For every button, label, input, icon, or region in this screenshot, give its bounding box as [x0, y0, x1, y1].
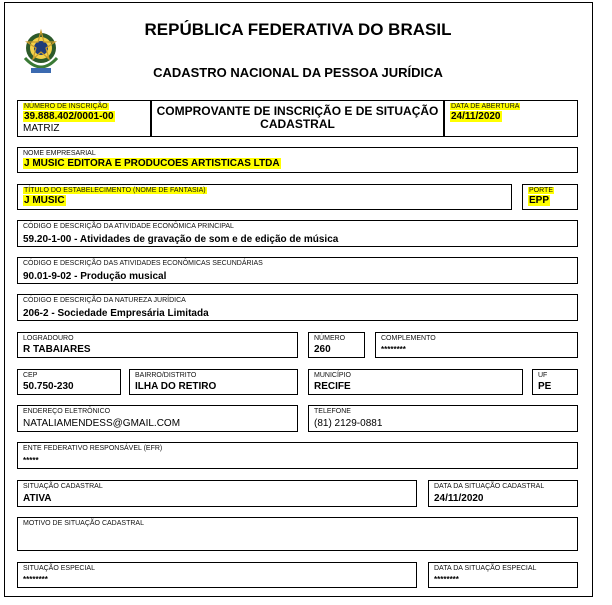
atividades-secundarias-label: CÓDIGO E DESCRIÇÃO DAS ATIVIDADES ECONÔMICAS SECUNDÁRIAS: [23, 260, 263, 267]
cep-box: [17, 369, 121, 395]
data-situacao-especial-value: ********: [434, 575, 459, 584]
telefone-value: (81) 2129-0881: [314, 418, 383, 429]
abertura-label: DATA DE ABERTURA: [451, 103, 520, 110]
cep-label: CEP: [23, 372, 38, 379]
page-subtitle: CADASTRO NACIONAL DA PESSOA JURÍDICA: [153, 65, 443, 80]
bairro-label: BAIRRO/DISTRITO: [135, 372, 197, 379]
situacao-especial-box: [17, 562, 417, 588]
complemento-value: ********: [381, 345, 406, 354]
fantasia-value: J MUSIC: [24, 195, 65, 206]
porte-box: [522, 184, 578, 210]
inscricao-tipo: MATRIZ: [23, 123, 60, 134]
fantasia-box: [17, 184, 512, 210]
motivo-label: MOTIVO DE SITUAÇÃO CADASTRAL: [23, 520, 144, 527]
situacao-especial-value: ********: [23, 575, 48, 584]
data-situacao-label: DATA DA SITUAÇÃO CADASTRAL: [434, 483, 545, 490]
municipio-value: RECIFE: [314, 381, 351, 392]
email-label: ENDEREÇO ELETRÔNICO: [23, 408, 111, 415]
municipio-box: [308, 369, 523, 395]
inscricao-value: 39.888.402/0001-00: [24, 111, 114, 122]
bairro-value: ILHA DO RETIRO: [135, 381, 217, 392]
efr-box: [17, 442, 578, 469]
telefone-label: TELEFONE: [314, 408, 351, 415]
bairro-box: [129, 369, 298, 395]
situacao-box: [17, 480, 417, 507]
data-situacao-value: 24/11/2020: [434, 493, 484, 504]
atividade-principal-value: 59.20-1-00 - Atividades de gravação de som e de edição de música: [23, 234, 339, 245]
efr-value: *****: [23, 456, 39, 465]
comprovante-box: [151, 100, 444, 137]
atividades-secundarias-box: [17, 257, 578, 284]
logradouro-value: R TABAIARES: [23, 344, 91, 355]
numero-label: NÚMERO: [314, 335, 346, 342]
situacao-label: SITUAÇÃO CADASTRAL: [23, 483, 103, 490]
natureza-juridica-box: [17, 294, 578, 321]
data-situacao-especial-box: [428, 562, 578, 588]
natureza-juridica-label: CÓDIGO E DESCRIÇÃO DA NATUREZA JURÍDICA: [23, 297, 186, 304]
data-situacao-especial-label: DATA DA SITUAÇÃO ESPECIAL: [434, 565, 537, 572]
atividade-principal-box: [17, 220, 578, 247]
uf-value: PE: [538, 381, 552, 392]
situacao-especial-label: SITUAÇÃO ESPECIAL: [23, 565, 95, 572]
inscricao-label: NÚMERO DE INSCRIÇÃO: [24, 103, 108, 110]
situacao-value: ATIVA: [23, 493, 52, 504]
municipio-label: MUNICÍPIO: [314, 372, 351, 379]
complemento-label: COMPLEMENTO: [381, 335, 436, 342]
uf-box: [532, 369, 578, 395]
uf-label: UF: [538, 372, 548, 379]
data-situacao-box: [428, 480, 578, 507]
nome-empresarial-value: J MUSIC EDITORA E PRODUCOES ARTISTICAS LTDA: [24, 158, 280, 169]
complemento-box: [375, 332, 578, 358]
natureza-juridica-value: 206-2 - Sociedade Empresária Limitada: [23, 308, 209, 319]
porte-label: PORTE: [529, 187, 553, 194]
atividade-principal-label: CÓDIGO E DESCRIÇÃO DA ATIVIDADE ECONÔMICA PRINCIPAL: [23, 223, 234, 230]
porte-value: EPP: [529, 195, 550, 206]
comprovante-title-line2: CADASTRAL: [260, 117, 335, 131]
efr-label: ENTE FEDERATIVO RESPONSÁVEL (EFR): [23, 445, 163, 452]
cep-value: 50.750-230: [23, 381, 74, 392]
atividades-secundarias-value: 90.01-9-02 - Produção musical: [23, 271, 167, 282]
numero-value: 260: [314, 344, 331, 355]
email-value: NATALIAMENDESS@GMAIL.COM: [23, 418, 181, 429]
page-title: REPÚBLICA FEDERATIVA DO BRASIL: [144, 20, 452, 39]
fantasia-label: TÍTULO DO ESTABELECIMENTO (NOME DE FANTASIA): [24, 187, 206, 194]
numero-box: [308, 332, 365, 358]
inscricao-box: [17, 100, 151, 137]
email-box: [17, 405, 298, 432]
motivo-box: [17, 517, 578, 551]
comprovante-title-line1: COMPROVANTE DE INSCRIÇÃO E DE SITUAÇÃO: [156, 104, 439, 118]
abertura-value: 24/11/2020: [451, 111, 501, 122]
abertura-box: [444, 100, 578, 137]
nome-empresarial-label: NOME EMPRESARIAL: [23, 150, 96, 157]
telefone-box: [308, 405, 578, 432]
logradouro-label: LOGRADOURO: [23, 335, 74, 342]
logradouro-box: [17, 332, 298, 358]
nome-empresarial-box: [17, 147, 578, 173]
